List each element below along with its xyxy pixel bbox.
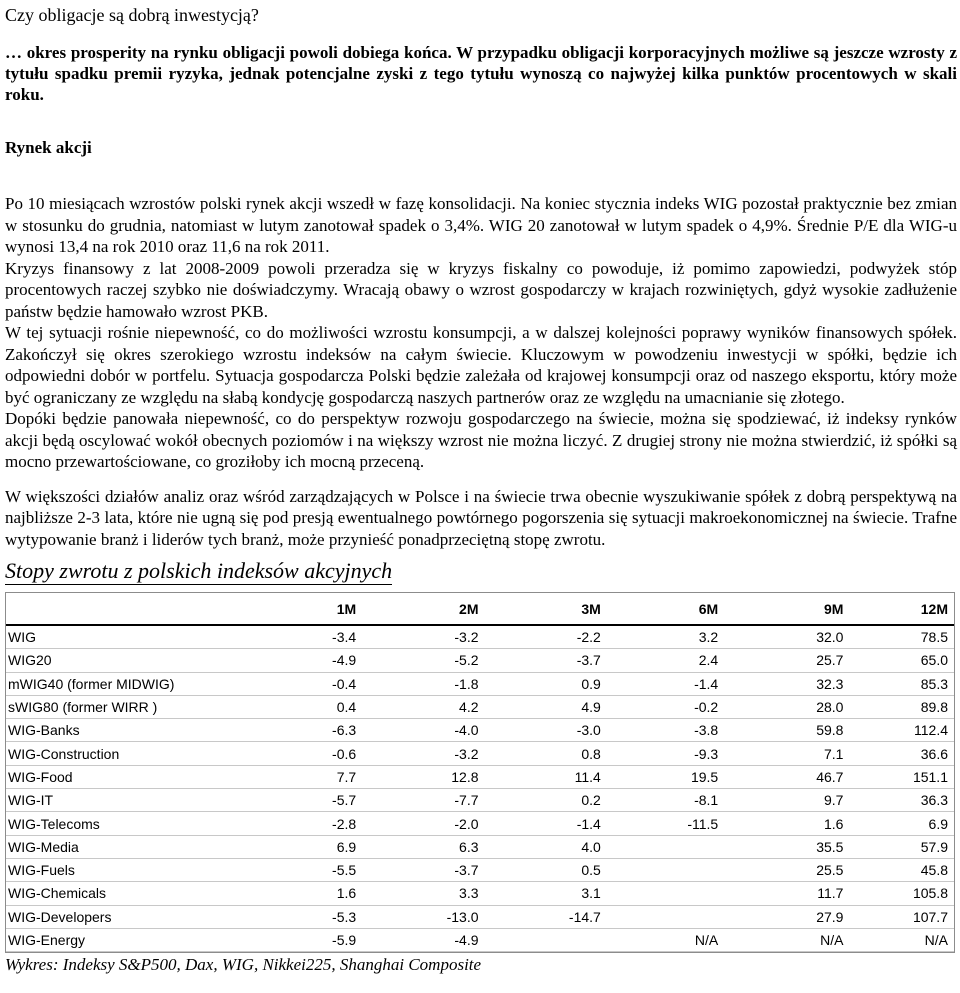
paragraph: W większości działów analiz oraz wśród zarządzających w Polsce i na świecie trwa obecnie wyszukiwanie spółek z dobrą perspektywą na najbliższe 2-3 lata, które nie ugną się pod presją ewentualnego powtórnego pogorszenia się sytuacji makroekonomicznej na świecie. Trafne wytypowanie branż i liderów tych branż, może przynieść ponadprzeciętną stopę zwrotu.	[5, 486, 957, 549]
cell	[479, 928, 601, 951]
cell: 0.8	[479, 742, 601, 765]
column-header: 2M	[356, 593, 478, 625]
row-label: WIG-Developers	[6, 905, 247, 928]
cell: -5.3	[247, 905, 356, 928]
table-row	[6, 672, 954, 695]
row-label: WIG	[6, 625, 247, 649]
cell: 35.5	[718, 835, 843, 858]
cell: 4.2	[356, 695, 478, 718]
row-label: WIG-IT	[6, 789, 247, 812]
cell: -2.8	[247, 812, 356, 835]
cell	[601, 835, 718, 858]
cell: N/A	[601, 928, 718, 951]
cell: -0.4	[247, 672, 356, 695]
row-label: WIG-Telecoms	[6, 812, 247, 835]
row-label: WIG20	[6, 649, 247, 672]
cell: 0.9	[479, 672, 601, 695]
cell: 11.7	[718, 882, 843, 905]
cell: -5.2	[356, 649, 478, 672]
row-label: mWIG40 (former MIDWIG)	[6, 672, 247, 695]
cell: 4.9	[479, 695, 601, 718]
table-row	[6, 625, 954, 649]
page-heading: Czy obligacje są dobrą inwestycją?	[5, 5, 259, 25]
cell: -1.8	[356, 672, 478, 695]
table-row	[6, 765, 954, 788]
cell: -0.6	[247, 742, 356, 765]
cell: 0.5	[479, 858, 601, 881]
cell: 1.6	[247, 882, 356, 905]
cell: -5.5	[247, 858, 356, 881]
section-title: Rynek akcji	[5, 138, 92, 157]
cell: -13.0	[356, 905, 478, 928]
cell: 7.1	[718, 742, 843, 765]
cell: 59.8	[718, 719, 843, 742]
row-label: WIG-Media	[6, 835, 247, 858]
column-header: 12M	[843, 593, 954, 625]
cell: 45.8	[843, 858, 954, 881]
cell: 3.2	[601, 625, 718, 649]
cell: -6.3	[247, 719, 356, 742]
cell: 85.3	[843, 672, 954, 695]
returns-table	[5, 592, 955, 953]
table-row	[6, 835, 954, 858]
cell: -3.0	[479, 719, 601, 742]
cell: 6.9	[843, 812, 954, 835]
cell: -1.4	[601, 672, 718, 695]
cell: 27.9	[718, 905, 843, 928]
cell: -3.7	[479, 649, 601, 672]
cell: -8.1	[601, 789, 718, 812]
table-row	[6, 858, 954, 881]
table-row	[6, 719, 954, 742]
row-label: WIG-Construction	[6, 742, 247, 765]
cell: N/A	[843, 928, 954, 951]
cell: 32.0	[718, 625, 843, 649]
cell: 9.7	[718, 789, 843, 812]
row-label: WIG-Food	[6, 765, 247, 788]
cell: 107.7	[843, 905, 954, 928]
cell: -4.0	[356, 719, 478, 742]
cell: N/A	[718, 928, 843, 951]
cell: 36.3	[843, 789, 954, 812]
cell: 25.5	[718, 858, 843, 881]
cell: -3.2	[356, 742, 478, 765]
cell: 78.5	[843, 625, 954, 649]
cell: 4.0	[479, 835, 601, 858]
cell: -14.7	[479, 905, 601, 928]
cell: 36.6	[843, 742, 954, 765]
cell: -2.0	[356, 812, 478, 835]
cell	[601, 882, 718, 905]
column-header: 1M	[247, 593, 356, 625]
document-page	[5, 0, 957, 975]
paragraph: W tej sytuacji rośnie niepewność, co do możliwości wzrostu konsumpcji, a w dalszej kolejności poprawy wyników finansowych spółek. Zakończył się okres szerokiego wzrostu indeksów na całym świecie. Kluczowym w powodzeniu inwestycji w spółki, będzie ich odpowiedni dobór w portfelu. Sytuacja gospodarcza Polski będzie zależała od krajowej konsumpcji oraz od naszego eksportu, który może być ograniczany ze względu na słabą kondycję gospodarczą naszych partnerów oraz ze względu na umacnianie się złotego.	[5, 323, 957, 407]
cell: 12.8	[356, 765, 478, 788]
cell: 25.7	[718, 649, 843, 672]
table-row	[6, 905, 954, 928]
cell: -9.3	[601, 742, 718, 765]
column-header: 3M	[479, 593, 601, 625]
cell: -4.9	[247, 649, 356, 672]
cell: -4.9	[356, 928, 478, 951]
cell: -3.4	[247, 625, 356, 649]
cell: -7.7	[356, 789, 478, 812]
cell	[601, 858, 718, 881]
cell: 3.3	[356, 882, 478, 905]
cell: 105.8	[843, 882, 954, 905]
cell: -3.8	[601, 719, 718, 742]
paragraph: Kryzys finansowy z lat 2008-2009 powoli przeradza się w kryzys fiskalny co powoduje, iż pomimo zapowiedzi, podwyżek stóp procentowych raczej szybko nie doświadczymy. Wracają obawy o wzrost gospodarczy w krajach rozwiniętych, gdyż wysokie zadłużenie państw będzie hamowało wzrost PKB.	[5, 258, 957, 321]
cell: -5.7	[247, 789, 356, 812]
table-row	[6, 928, 954, 951]
cell: 151.1	[843, 765, 954, 788]
cell: -3.2	[356, 625, 478, 649]
cell: 11.4	[479, 765, 601, 788]
cell: 19.5	[601, 765, 718, 788]
cell: -0.2	[601, 695, 718, 718]
cell: 32.3	[718, 672, 843, 695]
cell: 6.9	[247, 835, 356, 858]
cell	[601, 905, 718, 928]
table-row	[6, 882, 954, 905]
table-header-row	[6, 593, 954, 625]
table-row	[6, 649, 954, 672]
table-row	[6, 789, 954, 812]
row-label: sWIG80 (former WIRR )	[6, 695, 247, 718]
paragraph: Po 10 miesiącach wzrostów polski rynek akcji wszedł w fazę konsolidacji. Na koniec stycznia indeks WIG pozostał praktycznie bez zmian w stosunku do grudnia, natomiast w lutym zanotował spadek o 3,4%. WIG 20 zanotował w lutym spadek o 4,9%. Średnie P/E dla WIG-u wynosi 13,4 na rok 2010 oraz 11,6 na rok 2011.	[5, 194, 957, 256]
cell: -3.7	[356, 858, 478, 881]
cell: -11.5	[601, 812, 718, 835]
cell: -1.4	[479, 812, 601, 835]
column-header: 6M	[601, 593, 718, 625]
cell: 57.9	[843, 835, 954, 858]
table-title: Stopy zwrotu z polskich indeksów akcyjnych	[5, 558, 393, 583]
row-label: WIG-Fuels	[6, 858, 247, 881]
cell: 0.2	[479, 789, 601, 812]
cell: 65.0	[843, 649, 954, 672]
cell: -2.2	[479, 625, 601, 649]
column-header: 9M	[718, 593, 843, 625]
cell: 89.8	[843, 695, 954, 718]
cell: 28.0	[718, 695, 843, 718]
table-header-empty	[6, 593, 247, 625]
cell: 3.1	[479, 882, 601, 905]
source-caption: Wykres: Indeksy S&P500, Dax, WIG, Nikkei225, Shanghai Composite	[5, 955, 482, 975]
paragraph: Dopóki będzie panowała niepewność, co do perspektyw rozwoju gospodarczego na świecie, można się spodziewać, iż indeksy rynków akcji będą oscylować wokół obecnych poziomów i na większy wzrost nie można liczyć. Z drugiej strony nie można stwierdzić, iż spółki są mocno przewartościowane, co groziłoby ich mocną przeceną.	[5, 409, 957, 471]
row-label: WIG-Banks	[6, 719, 247, 742]
cell: 6.3	[356, 835, 478, 858]
cell: 2.4	[601, 649, 718, 672]
table-row	[6, 742, 954, 765]
cell: -5.9	[247, 928, 356, 951]
cell: 112.4	[843, 719, 954, 742]
row-label: WIG-Energy	[6, 928, 247, 951]
row-label: WIG-Chemicals	[6, 882, 247, 905]
cell: 46.7	[718, 765, 843, 788]
bonds-summary-paragraph: … okres prosperity na rynku obligacji powoli dobiega końca. W przypadku obligacji korporacyjnych możliwe są jeszcze wzrosty z tytułu spadku premii ryzyka, jednak potencjalne zyski z tego tytułu wynoszą co najwyżej kilka punktów procentowych w skali roku.	[5, 43, 957, 104]
table-row	[6, 812, 954, 835]
cell: 7.7	[247, 765, 356, 788]
table-row	[6, 695, 954, 718]
cell: 1.6	[718, 812, 843, 835]
cell: 0.4	[247, 695, 356, 718]
